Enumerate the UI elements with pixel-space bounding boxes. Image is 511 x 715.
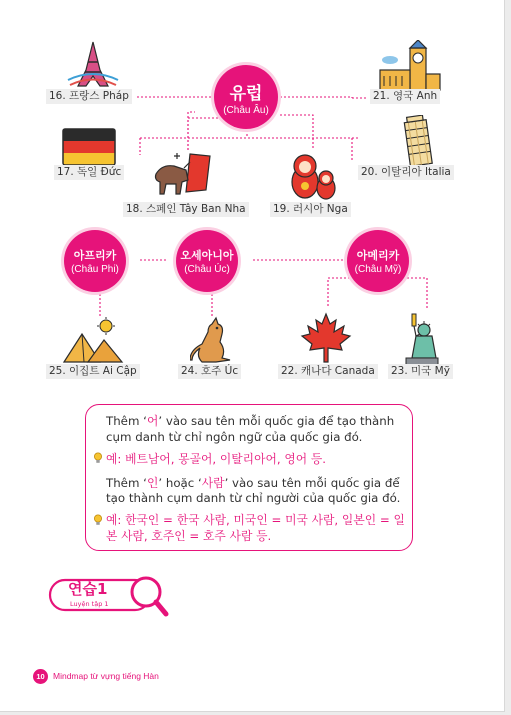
eiffel-tower-icon — [64, 40, 122, 90]
leaning-tower-of-pisa-icon — [395, 115, 441, 167]
note-line-3-part-c: ’ hoặc ‘ — [158, 476, 202, 490]
practice-subtitle: Luyện tập 1 — [70, 600, 109, 608]
hub-africa — [64, 230, 126, 292]
pyramids-icon — [62, 316, 126, 364]
hub-africa-korean: 아프리카 — [73, 249, 117, 262]
note-suffix-saram: 사람 — [201, 476, 225, 490]
note-line-1-part-c: ’ vào sau tên mỗi quốc gia để tạo thành — [158, 414, 395, 428]
note-suffix-in: 인 — [146, 476, 159, 490]
hub-oceania — [176, 230, 238, 292]
note-suffix-eo: 어 — [146, 414, 159, 428]
practice-title: 연습1 — [68, 580, 108, 598]
note-example-2-line-2: 본 사람, 호주인 = 호주 사람 등. — [106, 529, 272, 543]
note-line-1-part-a: Thêm ‘ — [106, 414, 147, 428]
hub-africa-vietnamese: (Châu Phi) — [71, 264, 119, 275]
maple-leaf-icon — [300, 312, 352, 364]
note-line-2: cụm danh từ chỉ ngôn ngữ của quốc gia đó. — [106, 430, 363, 444]
note-example-2-line-1: 예: 한국인 = 한국 사람, 미국인 = 미국 사람, 일본인 = 일 — [106, 513, 405, 527]
lightbulb-icon — [93, 514, 103, 526]
lightbulb-icon — [93, 452, 103, 464]
note-line-3-part-e: ’ vào sau tên mỗi quốc gia để — [224, 476, 400, 490]
hub-europe-korean: 유럽 — [229, 83, 263, 104]
practice-badge — [48, 572, 170, 620]
kangaroo-icon — [190, 316, 234, 364]
hub-oceania-korean: 오세아니아 — [180, 249, 234, 262]
german-flag-icon — [62, 128, 116, 166]
hub-america — [347, 230, 409, 292]
note-line-3-part-a: Thêm ‘ — [106, 476, 147, 490]
country-label-canada: 22. 캐나다 Canada — [278, 364, 378, 379]
page-number: 10 — [33, 669, 48, 684]
country-label-germany: 17. 독일 Đức — [54, 165, 124, 180]
note-line-1 — [106, 414, 394, 429]
bullfighting-icon — [152, 150, 214, 198]
country-label-uk: 21. 영국 Anh — [370, 89, 440, 104]
note-line-4: tạo thành cụm danh từ chỉ người của quốc gia đó. — [106, 491, 401, 505]
hub-oceania-vietnamese: (Châu Úc) — [184, 264, 230, 275]
matryoshka-doll-icon — [288, 150, 338, 200]
hub-america-korean: 아메리카 — [356, 249, 400, 262]
hub-america-vietnamese: (Châu Mỹ) — [354, 264, 402, 275]
country-label-australia: 24. 호주 Úc — [178, 364, 241, 379]
country-label-france: 16. 프랑스 Pháp — [46, 89, 132, 104]
country-label-spain: 18. 스페인 Tây Ban Nha — [123, 202, 249, 217]
country-label-usa: 23. 미국 Mỹ — [388, 364, 453, 379]
hub-europe — [214, 65, 278, 129]
big-ben-icon — [376, 40, 442, 92]
country-label-italy: 20. 이탈리아 Italia — [358, 165, 454, 180]
note-line-3 — [106, 476, 400, 491]
hub-europe-vietnamese: (Châu Âu) — [223, 104, 269, 116]
country-label-egypt: 25. 이집트 Ai Cập — [46, 364, 140, 379]
statue-of-liberty-icon — [398, 312, 444, 366]
footer-title: Mindmap từ vựng tiếng Hàn — [53, 671, 159, 681]
note-example-1: 예: 베트남어, 몽골어, 이탈리아어, 영어 등. — [106, 452, 327, 466]
country-label-russia: 19. 러시아 Nga — [270, 202, 351, 217]
